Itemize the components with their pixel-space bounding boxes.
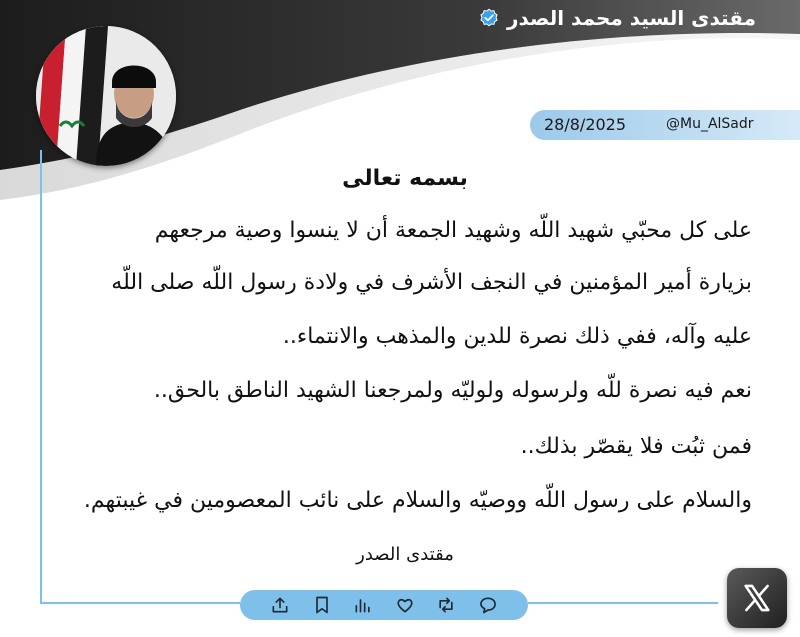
post-signature: مقتدى الصدر (356, 544, 454, 565)
frame-line (40, 150, 42, 603)
like-icon[interactable] (394, 594, 416, 616)
post-heading: بسمه تعالى (342, 166, 468, 191)
post-line: فمن ثبُت فلا يقصّر بذلك.. (520, 434, 752, 459)
post-line: نعم فيه نصرة للّه ولرسوله ولوليّه ولمرجعنا الشهيد الناطق بالحق.. (153, 378, 752, 403)
views-icon[interactable] (352, 594, 374, 616)
post-line: والسلام على رسول اللّه ووصيّه والسلام على نائب المعصومين في غيبتهم. (83, 488, 752, 513)
verified-badge-icon (479, 8, 499, 28)
reply-icon[interactable] (477, 594, 499, 616)
post-line: بزيارة أمير المؤمنين في النجف الأشرف في ولادة رسول اللّه صلى اللّه (111, 270, 752, 295)
post-date: 28/8/2025 (544, 115, 627, 134)
author-name: مقتدى السيد محمد الصدر (506, 6, 756, 30)
share-icon[interactable] (269, 594, 291, 616)
frame-line (528, 602, 718, 604)
post-line: على كل محبّي شهيد اللّه وشهيد الجمعة أن لا ينسوا وصية مرجعهم (154, 218, 752, 243)
post-meta-bar (530, 110, 800, 140)
x-logo-icon[interactable] (727, 568, 787, 628)
frame-line (40, 602, 240, 604)
avatar[interactable] (36, 26, 176, 166)
avatar-portrait (36, 26, 176, 166)
post-line: عليه وآله، ففي ذلك نصرة للدين والمذهب والانتماء.. (282, 324, 752, 349)
action-bar (240, 590, 528, 620)
author-header (479, 6, 756, 30)
repost-icon[interactable] (435, 594, 457, 616)
author-handle[interactable]: @Mu_AlSadr (666, 116, 754, 132)
bookmark-icon[interactable] (311, 594, 333, 616)
